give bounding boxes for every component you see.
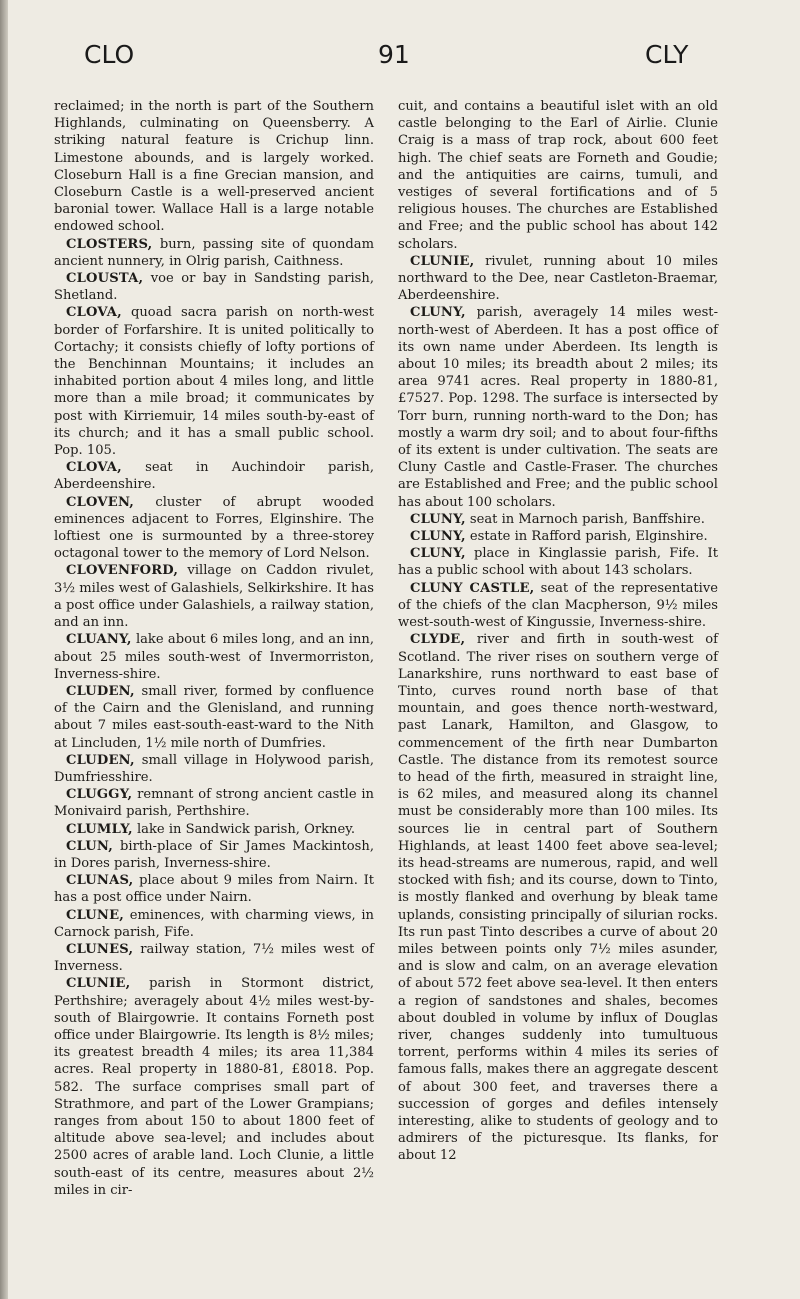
entry <box>54 304 374 459</box>
entry <box>398 511 718 528</box>
entry <box>54 941 374 975</box>
entry <box>54 838 374 872</box>
entry <box>54 562 374 631</box>
entry <box>54 786 374 820</box>
entry <box>54 631 374 683</box>
entry <box>398 253 718 305</box>
entry-headword: CLUNIE, <box>410 253 475 269</box>
entry-text: place about 9 miles from Nairn. It has a post office under Nairn. <box>54 873 374 906</box>
entry-headword: CLUNY, <box>410 529 466 545</box>
entry-text: small village in Holywood parish, Dumfriesshire. <box>54 752 374 785</box>
entry-text: river and firth in south-west of Scotland. The river rises on southern verge of Lanarkshire, runs northward to east base of Tinto, curves round north base of that mountain, and goes thence north-westward, past Lanark, Hamilton, and Glasgow, to commencement of the firth near Dumbarton Castle. The distance from its remotest source to head of the firth, measured in straight line, is 62 miles, and measured along its channel must be considerably more than 100 miles. Its sources lie in central part of Southern Highlands, at least 1400 feet above sea-level; its head-streams are numerous, rapid, and well stocked with fish; and its course, down to Tinto, is mostly flanked and overhung by bleak tame uplands, consisting principally of silurian rocks. Its run past Tinto describes a curve of about 20 miles between points only 7½ miles asunder, and is slow and calm, on an average elevation of about 572 feet above sea-level. It then enters a region of sandstones and shales, becomes about doubled in volume by influx of Douglas river, changes suddenly into tumultuous torrent, performs within 4 miles its series of famous falls, makes there an aggregate descent of about 300 feet, and traverses there a succession of gorges and defiles intensely interesting, alike to students of geology and to admirers of the picturesque. Its flanks, for about 12 <box>398 632 718 1164</box>
entry <box>54 872 374 906</box>
page-number: 91 <box>378 40 410 69</box>
entry-headword: CLUNY, <box>410 305 466 321</box>
entry-headword: CLUNY, <box>410 511 466 527</box>
entry-headword: CLUGGY, <box>66 787 133 803</box>
entry <box>54 98 374 236</box>
entry-text: cluster of abrupt wooded eminences adjacent to Forres, Elginshire. The loftiest one is surmounted by a three-storey octagonal tower to the memory of Lord Nelson. <box>54 494 374 562</box>
entry-headword: CLUDEN, <box>66 752 135 768</box>
entry-text: small river, formed by confluence of the Cairn and the Glenisland, and running about 7 miles east-south-east-ward to the Nith at Lincluden, 1½ mile north of Dumfries. <box>54 683 374 751</box>
entry <box>54 907 374 941</box>
entry-text: railway station, 7½ miles west of Inverness. <box>54 941 374 975</box>
entry-headword: CLUNY CASTLE, <box>410 580 535 596</box>
entry-headword: CLUNIE, <box>66 976 131 992</box>
header-right-guideword: CLY <box>645 40 689 69</box>
entry <box>54 752 374 786</box>
entry <box>398 580 718 632</box>
page-binding-shadow <box>0 0 8 1299</box>
entry-text: parish, averagely 14 miles west-north-west of Aberdeen. It has a post office of its own name under Aberdeen. Its length is about 10 miles; its breadth about 2 miles; its area 9741 acres. Real property in 1880-81, £7527. Pop. 1298. The surface is intersected by Torr burn, running north-ward to the Don; has mostly a warm dry soil; and to about four-fifths of its extent is under cultivation. The seats are Cluny Castle and Castle-Fraser. The churches are Established and Free; and the public school has about 100 scholars. <box>398 305 718 510</box>
entry-headword: CLOSTERS, <box>66 236 153 252</box>
entry-headword: CLUNAS, <box>66 873 134 889</box>
right-column <box>398 98 718 1165</box>
entry-headword: CLYDE, <box>410 632 466 648</box>
entry-headword: CLUN, <box>66 838 114 854</box>
entry-headword: CLOUSTA, <box>66 271 144 287</box>
entry <box>54 270 374 304</box>
entry-text: burn, passing site of quondam ancient nunnery, in Olrig parish, Caithness. <box>54 236 374 269</box>
entry-text: remnant of strong ancient castle in Monivaird parish, Perthshire. <box>54 787 374 820</box>
header-left-guideword: CLO <box>84 40 135 69</box>
entry-headword: CLOVEN, <box>66 494 135 510</box>
page-header <box>0 40 800 80</box>
entry-text: seat in Auchindoir parish, Aberdeenshire. <box>54 460 374 493</box>
entry-headword: CLUDEN, <box>66 683 135 699</box>
entry <box>54 459 374 493</box>
entry-text: estate in Rafford parish, Elginshire. <box>465 529 708 545</box>
entry <box>398 98 718 253</box>
entry-headword: CLUANY, <box>66 632 132 648</box>
entry-text: seat of the representative of the chiefs of the clan Macpherson, 9½ miles west-south-west of Kingussie, Inverness-shire. <box>398 580 718 631</box>
entry-headword: CLUNY, <box>410 546 466 562</box>
entry-text: lake about 6 miles long, and an inn, about 25 miles south-west of Invermorriston, Inverness-shire. <box>54 632 374 682</box>
entry-text: voe or bay in Sandsting parish, Shetland. <box>54 271 374 304</box>
entry <box>398 528 718 545</box>
entry-headword: CLUNE, <box>66 907 125 923</box>
entry-text: parish in Stormont district, Perthshire; averagely about 4½ miles west-by-south of Blairgowrie. It contains Forneth post office under Blairgowrie. Its length is 8½ miles; its greatest breadth 4 miles; its area 11,384 acres. Real property in 1880-81, £8018. Pop. 582. The surface comprises small part of Strathmore, and part of the Lower Grampians; ranges from about 150 to about 1800 feet of altitude above sea-level; and includes about 2500 acres of arable land. Loch Clunie, a little south-east of its centre, measures about 2½ miles in cir- <box>54 976 374 1198</box>
entry-text: reclaimed; in the north is part of the Southern Highlands, culminating on Queensberry. A striking natural feature is Crichup linn. Limestone abounds, and is largely worked. Closeburn Hall is a fine Grecian mansion, and Closeburn Castle is a well-preserved ancient baronial tower. Wallace Hall is a large notable endowed school. <box>54 99 374 235</box>
entry <box>54 821 374 838</box>
entry-headword: CLOVENFORD, <box>66 563 179 579</box>
entry <box>54 236 374 270</box>
entry-headword: CLUNES, <box>66 941 134 957</box>
entry <box>398 304 718 510</box>
entry-headword: CLOVA, <box>66 460 122 476</box>
entry-text: place in Kinglassie parish, Fife. It has a public school with about 143 scholars. <box>398 546 718 579</box>
entry-headword: CLOVA, <box>66 305 122 321</box>
entry-text: rivulet, running about 10 miles northward to the Dee, near Castleton-Braemar, Aberdeenshire. <box>398 253 718 304</box>
entry-text: seat in Marnoch parish, Banffshire. <box>465 511 705 527</box>
entry-text: village on Caddon rivulet, 3½ miles west of Galashiels, Selkirkshire. It has a post office under Galashiels, a railway station, and an inn. <box>54 563 374 631</box>
entry-text: lake in Sandwick parish, Orkney. <box>132 821 356 837</box>
entry <box>398 631 718 1164</box>
entry-text: birth-place of Sir James Mackintosh, in Dores parish, Inverness-shire. <box>54 838 374 871</box>
entry-headword: CLUMLY, <box>66 821 133 837</box>
entry-text: eminences, with charming views, in Carnock parish, Fife. <box>54 907 374 940</box>
entry <box>54 683 374 752</box>
entry <box>54 494 374 563</box>
left-column <box>54 98 374 1199</box>
entry <box>398 545 718 579</box>
entry-text: cuit, and contains a beautiful islet with an old castle belonging to the Earl of Airlie. Clunie Craig is a mass of trap rock, about 600 feet high. The chief seats are Forneth and Goudie; and the antiquities are cairns, tumuli, and vestiges of several fortifications and of 5 religious houses. The churches are Established and Free; and the public school has about 142 scholars. <box>398 99 718 252</box>
entry <box>54 975 374 1199</box>
entry-text: quoad sacra parish on north-west border of Forfarshire. It is united politically to Cortachy; it consists chiefly of lofty portions of the Benchinnan Mountains; it includes an inhabited portion about 4 miles long, and little more than a mile broad; it communicates by post with Kirriemuir, 14 miles south-by-east of its church; and it has a small public school. Pop. 105. <box>54 305 374 459</box>
